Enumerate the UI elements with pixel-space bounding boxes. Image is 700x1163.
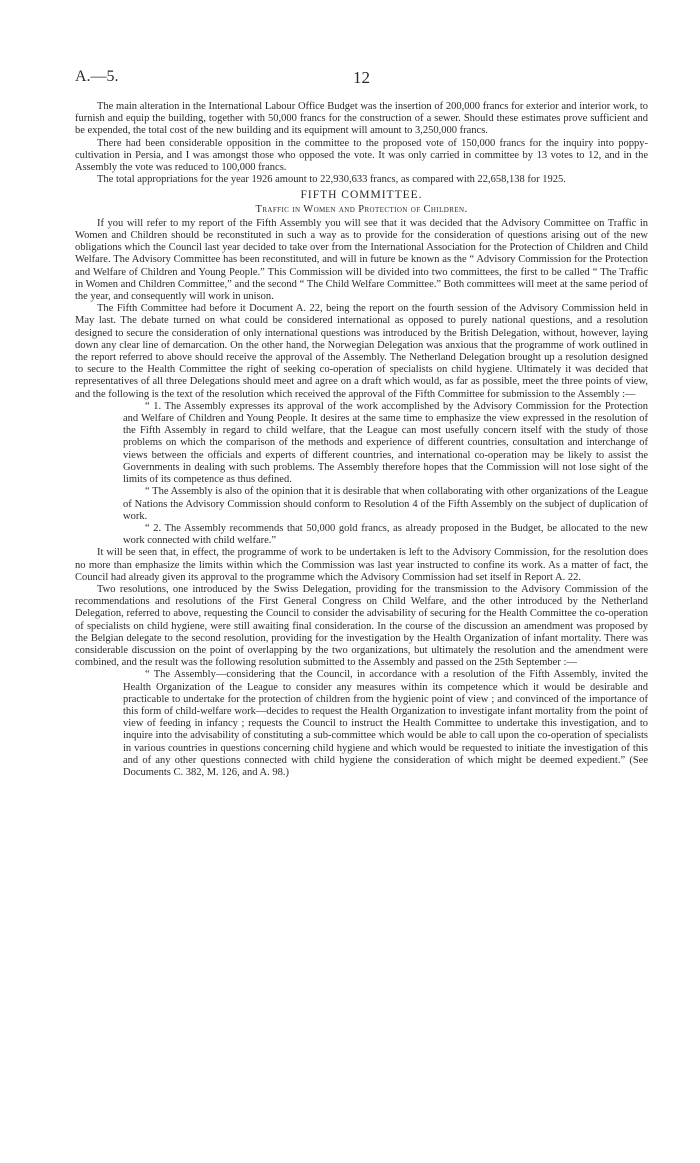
paragraph-poppy-cultivation: There had been considerable opposition in the committee to the proposed vote of 150,000 francs for the inquiry into poppy-cultivation in Persia, and I was amongst those who opposed the vote. It was only carried in committee by 13 votes to 12, and in the Assembly the vote was reduced to 100,000 francs. [75,137,648,174]
paragraph-fifth-committee: The Fifth Committee had before it Document A. 22, being the report on the fourth session of the Advisory Commission held in May last. The debate turned on what could be considered international as opposed to purely national questions, and a resolution designed to secure the consideration of only international questions was introduced by the British Delegation, without, however, laying down any clear line of demarcation. On the other hand, the Norwegian Delegation was anxious that the programme of work outlined in the report referred to above should receive the approval of the Assembly. The Netherland Delegation brought up a resolution designed to secure to the Health Committee the right of seeking co-operation of specialists on child hygiene. Ultimately it was decided that representatives of all three Delegations should meet and agree on a draft which would, as far as possible, meet the three points of view, and the following is the text of the resolution which received the approval of the Fifth Committee for submission to the Assembly :— [75,303,648,400]
paragraph-total-appropriations: The total appropriations for the year 1926 amount to 22,930,633 francs, as compared with 22,658,138 for 1925. [97,174,566,186]
paragraph-budget-alteration: The main alteration in the International Labour Office Budget was the insertion of 200,000 francs for exterior and interior work, to furnish and equip the building, together with 50,000 francs for the construction of a sewer. Should these estimates prove sufficient and be expended, the total cost of the new building and its equipment will amount to 3,250,000 francs. [75,101,648,137]
quote-paragraph: “ The Assembly is also of the opinion that it is desirable that when collaborating with other organizations of the League of Nations the Advisory Commission should conform to Resolution 4 of the Fifth Assembly on the subject of duplication of work. [123,486,648,522]
paragraph-programme-of-work: It will be seen that, in effect, the programme of work to be undertaken is left to the Advisory Commission, for the resolution does no more than emphasize the limits within which the Commission was last year instructed to confine its work. As a matter of fact, the Council had already given its approval to the programme which the Advisory Commission had set itself in Report A. 22. [75,547,648,583]
quote-paragraph: “ The Assembly—considering that the Council, in accordance with a resolution of the Fifth Assembly, invited the Health Organization of the League to consider any measures within its competence which it would be desirable and practicable to undertake for the protection of children from the hygienic point of view ; and convinced of the importance of this form of child-welfare work—decides to request the Health Organization to investigate infant mortality from the point of view of feeding in infancy ; requests the Council to instruct the Health Committee to undertake this investigation, and to inquire into the advisability of constituting a sub-committee which would be able to call upon the co-operation of specialists in various countries in questions concerning child hygiene and which would be requested to initiate the investigation of this and of any other questions connected with child hygiene the consideration of which might be deemed expedient.” (See Documents C. 382, M. 126, and A. 98.) [123,669,648,778]
quote-paragraph: “ 1. The Assembly expresses its approval of the work accomplished by the Advisory Commission for the Protection and Welfare of Children and Young People. It desires at the same time to emphasize the view expressed in the resolution of the Fifth Assembly in regard to child welfare, that the League can most usefully concern itself with the study of those problems on which the comparison of the methods and experience of different countries, consultation and interchange of views between the officials and experts of different countries, and international co-operation may be likely to assist the Governments in dealing with such problems. The Assembly therefore hopes that the Commission will not lose sight of the limits of its competence as thus defined. [123,400,648,486]
section-heading: FIFTH COMMITTEE. [300,189,423,202]
paragraph-two-resolutions: Two resolutions, one introduced by the Swiss Delegation, providing for the transmission to the Advisory Commission of the recommendations and resolutions of the First General Congress on Child Welfare, and the other introduced by the Netherland Delegation, referred to above, requesting the Council to consider the advisability of securing for the Health Committee the co-operation of specialists on child hygiene, were still awaiting final consideration. In the course of the discussion an amendment was proposed by the Belgian delegate to the second resolution, providing for the investigation by the Health Organization of infant mortality. There was considerable discussion on the point of overlapping by the two organizations, but ultimately the resolution and the amendment were combined, and the result was the following resolution submitted to the Assembly and passed on the 25th September :— [75,583,648,669]
quote-paragraph: “ 2. The Assembly recommends that 50,000 gold francs, as already proposed in the Budget, be allocated to the new work connected with child welfare.” [123,522,648,547]
section-subheading: Traffic in Women and Protection of Children. [255,203,468,215]
paragraph-advisory-committee: If you will refer to my report of the Fifth Assembly you will see that it was decided that the Advisory Committee on Traffic in Women and Children should be reconstituted in such a way as to provide for the consideration of questions arising out of the new obligations which the Council last year decided to take over from the International Association for the Protection of Children and Child Welfare. The Advisory Committee has been reconstituted, and will in future be known as the “ Advisory Commission for the Protection and Welfare of Children and Young People.” This Commission will be divided into two committees, the first to be called “ The Traffic in Women and Children Committee,” and the second “ The Child Welfare Committee.” Both committees will meet at the same period of the year, and consequently will work in unison. [75,217,648,303]
resolution-quote-1 [123,401,648,547]
page-number: 12 [353,68,370,87]
document-reference: A.—5. [75,68,119,85]
document-body [75,101,648,779]
resolution-quote-2 [123,669,648,779]
page-header [75,68,648,88]
